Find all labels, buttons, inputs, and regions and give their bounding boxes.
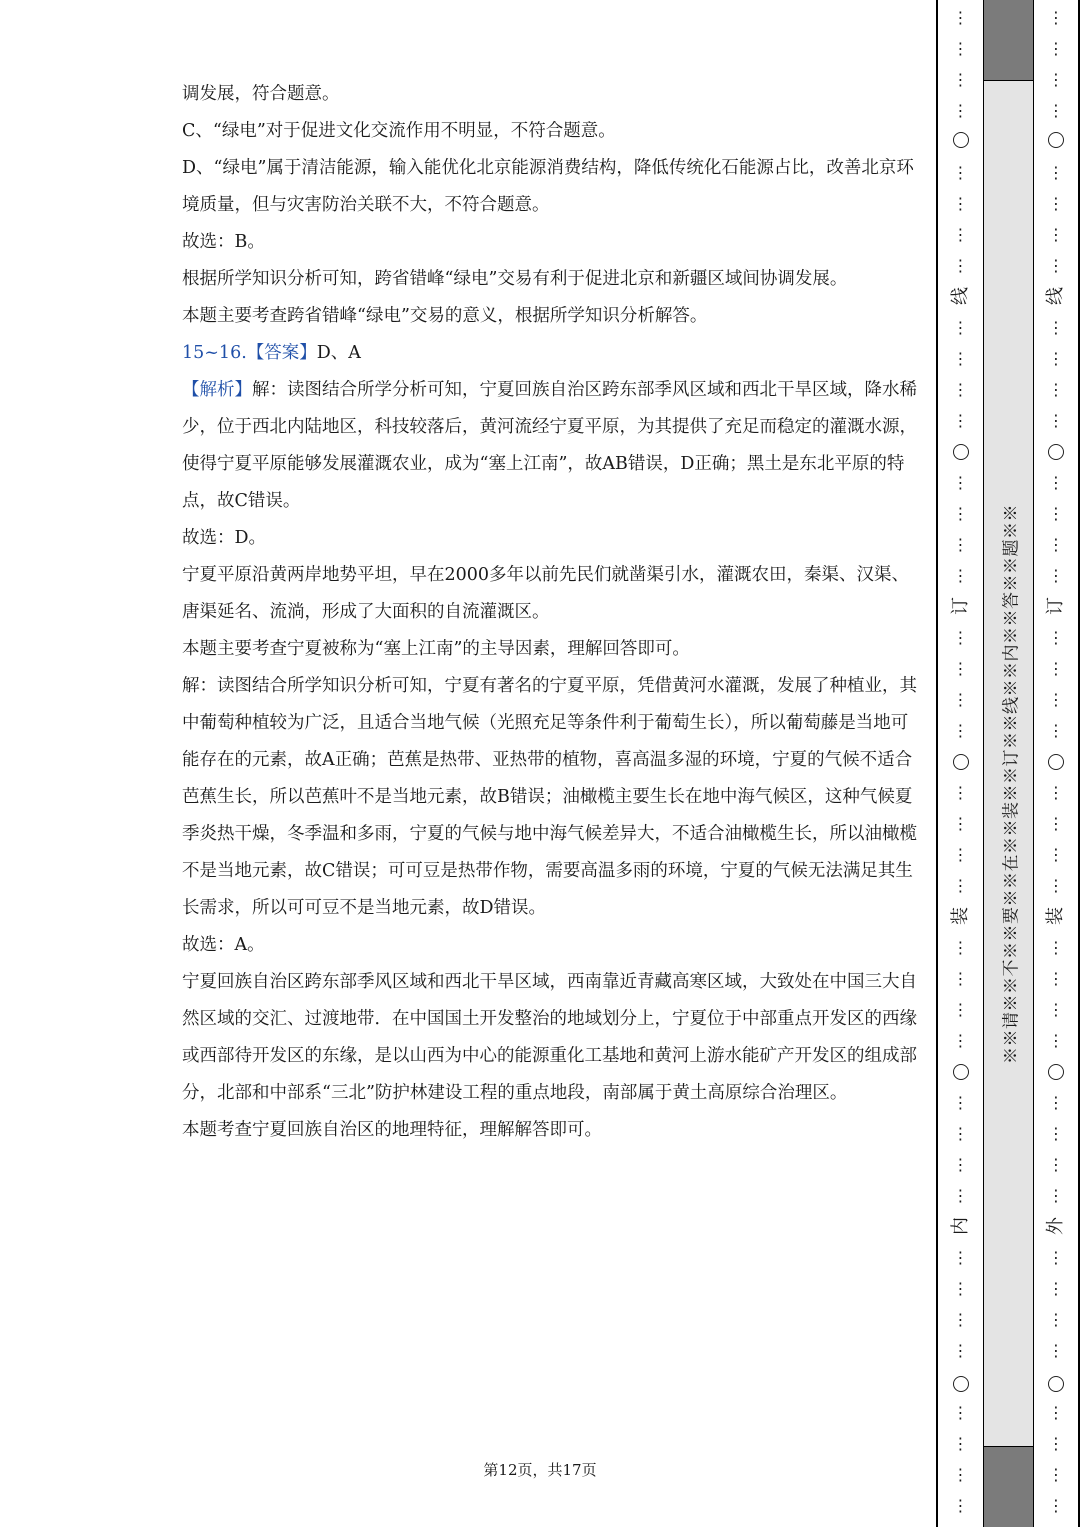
binding-dots: ⋮ (952, 101, 969, 120)
binding-dots: ⋮ (952, 39, 969, 58)
binding-dots: ⋮ (1048, 876, 1064, 895)
paragraph (182, 668, 917, 927)
binding-dots: ⋮ (952, 628, 969, 647)
binding-dots: ⋮ (1048, 969, 1064, 988)
binding-circle-icon (953, 754, 969, 770)
binding-dots: ⋮ (1048, 70, 1064, 89)
binding-dots: ⋮ (1048, 1341, 1064, 1360)
binding-strip-outer (1034, 0, 1080, 1527)
binding-dots: ⋮ (1048, 318, 1064, 337)
binding-dots: ⋮ (952, 969, 969, 988)
binding-dots: ⋮ (952, 318, 969, 337)
binding-dots: ⋮ (952, 1124, 969, 1143)
paragraph (182, 557, 917, 631)
paragraph-text: 本题考查宁夏回族自治区的地理特征，理解解答即可。 (182, 1120, 602, 1140)
paragraph (182, 631, 917, 668)
answer-label: 【解析】 (182, 380, 252, 400)
binding-dots: ⋮ (1048, 380, 1064, 399)
binding-dots: ⋮ (952, 1465, 969, 1484)
binding-dots: ⋮ (952, 535, 969, 554)
paragraph-text: 本题主要考查宁夏被称为“塞上江南”的主导因素，理解回答即可。 (182, 639, 690, 659)
binding-circle-icon (1048, 754, 1064, 770)
paragraph (182, 520, 917, 557)
binding-dots: ⋮ (952, 473, 969, 492)
binding-dots: ⋮ (1048, 473, 1064, 492)
inner-binding-mark: 订 (949, 597, 971, 615)
binding-dots: ⋮ (952, 876, 969, 895)
paragraph (182, 224, 917, 261)
paragraph-text: 本题主要考查跨省错峰“绿电”交易的意义，根据所学知识分析解答。 (182, 306, 708, 326)
binding-dots: ⋮ (1048, 39, 1064, 58)
binding-dots: ⋮ (1048, 566, 1064, 585)
binding-dots: ⋮ (1048, 163, 1064, 182)
page-footer: 第12页，共17页 (483, 1461, 597, 1479)
binding-dots: ⋮ (952, 70, 969, 89)
binding-dots: ⋮ (1048, 1465, 1064, 1484)
binding-dots: ⋮ (1048, 225, 1064, 244)
binding-dots: ⋮ (952, 380, 969, 399)
binding-dots: ⋮ (952, 659, 969, 678)
paragraph (182, 1112, 917, 1149)
binding-dots: ⋮ (952, 411, 969, 430)
binding-dots: ⋮ (952, 163, 969, 182)
binding-dots: ⋮ (952, 1310, 969, 1329)
paragraph (182, 113, 917, 150)
binding-strip-inner (936, 0, 984, 1527)
paragraph-text: D、A (316, 343, 361, 363)
binding-dots: ⋮ (952, 256, 969, 275)
binding-dots: ⋮ (952, 349, 969, 368)
binding-dots: ⋮ (1048, 101, 1064, 120)
binding-dots: ⋮ (952, 690, 969, 709)
binding-dots: ⋮ (1048, 1496, 1064, 1515)
binding-dots: ⋮ (952, 8, 969, 27)
paragraph-text: 调发展，符合题意。 (182, 84, 340, 104)
paragraph (182, 261, 917, 298)
binding-dots: ⋮ (1048, 256, 1064, 275)
inner-binding-mark: 装 (949, 907, 971, 925)
paragraph (182, 372, 917, 520)
binding-dots: ⋮ (952, 1279, 969, 1298)
binding-dots: ⋮ (1048, 628, 1064, 647)
binding-dots: ⋮ (952, 1186, 969, 1205)
paragraph-text: 故选：B。 (182, 232, 265, 252)
paragraph-text: 解：读图结合所学分析可知，宁夏回族自治区跨东部季风区域和西北干旱区域，降水稀少，位于西北内陆地区，科技较落后，黄河流经宁夏平原，为其提供了充足而稳定的灌溉水源，使得宁夏平原能够发展灌溉农业，成为“塞上江南”，故AB错误，D正确；黑土是东北平原的特点，故C错误。 (182, 380, 917, 511)
binding-dots: ⋮ (952, 504, 969, 523)
paragraph-text: 根据所学知识分析可知，跨省错峰“绿电”交易有利于促进北京和新疆区域间协调发展。 (182, 269, 848, 289)
outer-binding-mark: 装 (1045, 907, 1066, 925)
binding-dots: ⋮ (1048, 1000, 1064, 1019)
binding-dots: ⋮ (1048, 1186, 1064, 1205)
outer-binding-mark: 外 (1045, 1217, 1066, 1235)
binding-dots: ⋮ (1048, 349, 1064, 368)
binding-dots: ⋮ (952, 1093, 969, 1112)
binding-dots: ⋮ (952, 845, 969, 864)
binding-circle-icon (953, 1064, 969, 1080)
binding-dots: ⋮ (1048, 1093, 1064, 1112)
binding-dots: ⋮ (1048, 1403, 1064, 1422)
paragraph-text: 故选：A。 (182, 935, 265, 955)
binding-dots: ⋮ (1048, 1434, 1064, 1453)
paragraph-text: D、“绿电”属于清洁能源，输入能优化北京能源消费结构，降低传统化石能源占比，改善北京环境质量，但与灾害防治关联不大，不符合题意。 (182, 158, 914, 215)
binding-dots: ⋮ (1048, 8, 1064, 27)
binding-dots: ⋮ (1048, 1279, 1064, 1298)
binding-dots: ⋮ (952, 938, 969, 957)
paragraph (182, 150, 917, 224)
solution-text (182, 76, 917, 1149)
binding-circle-icon (1048, 444, 1064, 460)
outer-binding-mark: 线 (1045, 287, 1066, 305)
binding-circle-icon (953, 444, 969, 460)
binding-dots: ⋮ (1048, 690, 1064, 709)
band-bottom-block (984, 1447, 1033, 1527)
binding-dots: ⋮ (952, 194, 969, 213)
binding-dots: ⋮ (952, 1155, 969, 1174)
binding-dots: ⋮ (1048, 1031, 1064, 1050)
binding-dots: ⋮ (952, 1496, 969, 1515)
binding-dots: ⋮ (952, 721, 969, 740)
binding-dots: ⋮ (1048, 194, 1064, 213)
outer-binding-mark: 订 (1045, 597, 1066, 615)
paragraph-text: 宁夏回族自治区跨东部季风区域和西北干旱区域，西南靠近青藏高寒区域，大致处在中国三大自然区域的交汇、过渡地带．在中国国土开发整治的地域划分上，宁夏位于中部重点开发区的西缘或西部待开发区的东缘，是以山西为中心的能源重化工基地和黄河上游水能矿产开发区的组成部分，北部和中部系“三北”防护林建设工程的重点地段，南部属于黄土高原综合治理区。 (182, 972, 917, 1103)
binding-circle-icon (1048, 1376, 1064, 1392)
binding-dots: ⋮ (1048, 845, 1064, 864)
paragraph (182, 927, 917, 964)
binding-warning-text: ※※请※※不※※要※※在※※装※※订※※线※※内※※答※※题※※ (1001, 504, 1021, 1064)
binding-dots: ⋮ (1048, 938, 1064, 957)
paragraph-text: 宁夏平原沿黄两岸地势平坦，早在2000多年以前先民们就凿渠引水，灌溉农田，秦渠、汉渠、唐渠延名、流淌，形成了大面积的自流灌溉区。 (182, 565, 910, 622)
binding-dots: ⋮ (952, 1248, 969, 1267)
binding-dots: ⋮ (1048, 504, 1064, 523)
binding-dots: ⋮ (952, 1031, 969, 1050)
binding-dots: ⋮ (1048, 721, 1064, 740)
binding-dots: ⋮ (1048, 1248, 1064, 1267)
paragraph-text: C、“绿电”对于促进文化交流作用不明显，不符合题意。 (182, 121, 616, 141)
binding-dots: ⋮ (952, 1000, 969, 1019)
binding-dots: ⋮ (1048, 1155, 1064, 1174)
binding-dots: ⋮ (952, 566, 969, 585)
binding-circle-icon (1048, 1064, 1064, 1080)
inner-binding-mark: 内 (949, 1217, 971, 1235)
binding-circle-icon (953, 132, 969, 148)
paragraph (182, 298, 917, 335)
paragraph (182, 76, 917, 113)
binding-dots: ⋮ (952, 814, 969, 833)
binding-dots: ⋮ (1048, 1310, 1064, 1329)
binding-dots: ⋮ (1048, 535, 1064, 554)
binding-dots: ⋮ (952, 1403, 969, 1422)
inner-binding-mark: 线 (949, 287, 971, 305)
binding-dots: ⋮ (952, 783, 969, 802)
binding-dots: ⋮ (1048, 814, 1064, 833)
binding-circle-icon (953, 1376, 969, 1392)
answer-label: 15~16.【答案】 (182, 343, 317, 363)
binding-dots: ⋮ (952, 225, 969, 244)
band-top-block (984, 0, 1033, 80)
binding-circle-icon (1048, 132, 1064, 148)
paragraph (182, 964, 917, 1112)
paragraph-text: 故选：D。 (182, 528, 267, 548)
binding-dots: ⋮ (1048, 1124, 1064, 1143)
paragraph (182, 335, 917, 372)
binding-dots: ⋮ (952, 1434, 969, 1453)
paragraph-text: 解：读图结合所学知识分析可知，宁夏有著名的宁夏平原，凭借黄河水灌溉，发展了种植业，其中葡萄种植较为广泛，且适合当地气候（光照充足等条件利于葡萄生长），所以葡萄藤是当地可能存在的元素，故A正确；芭蕉是热带、亚热带的植物，喜高温多湿的环境，宁夏的气候不适合芭蕉生长，所以芭蕉叶不是当地元素，故B错误；油橄榄主要生长在地中海气候区，这种气候夏季炎热干燥，冬季温和多雨，宁夏的气候与地中海气候差异大，不适合油橄榄生长，所以油橄榄不是当地元素，故C错误；可可豆是热带作物，需要高温多雨的环境，宁夏的气候无法满足其生长需求，所以可可豆不是当地元素，故D错误。 (182, 676, 917, 918)
binding-warning-band (984, 0, 1034, 1527)
binding-dots: ⋮ (1048, 411, 1064, 430)
binding-dots: ⋮ (952, 1341, 969, 1360)
binding-dots: ⋮ (1048, 783, 1064, 802)
binding-dots: ⋮ (1048, 659, 1064, 678)
